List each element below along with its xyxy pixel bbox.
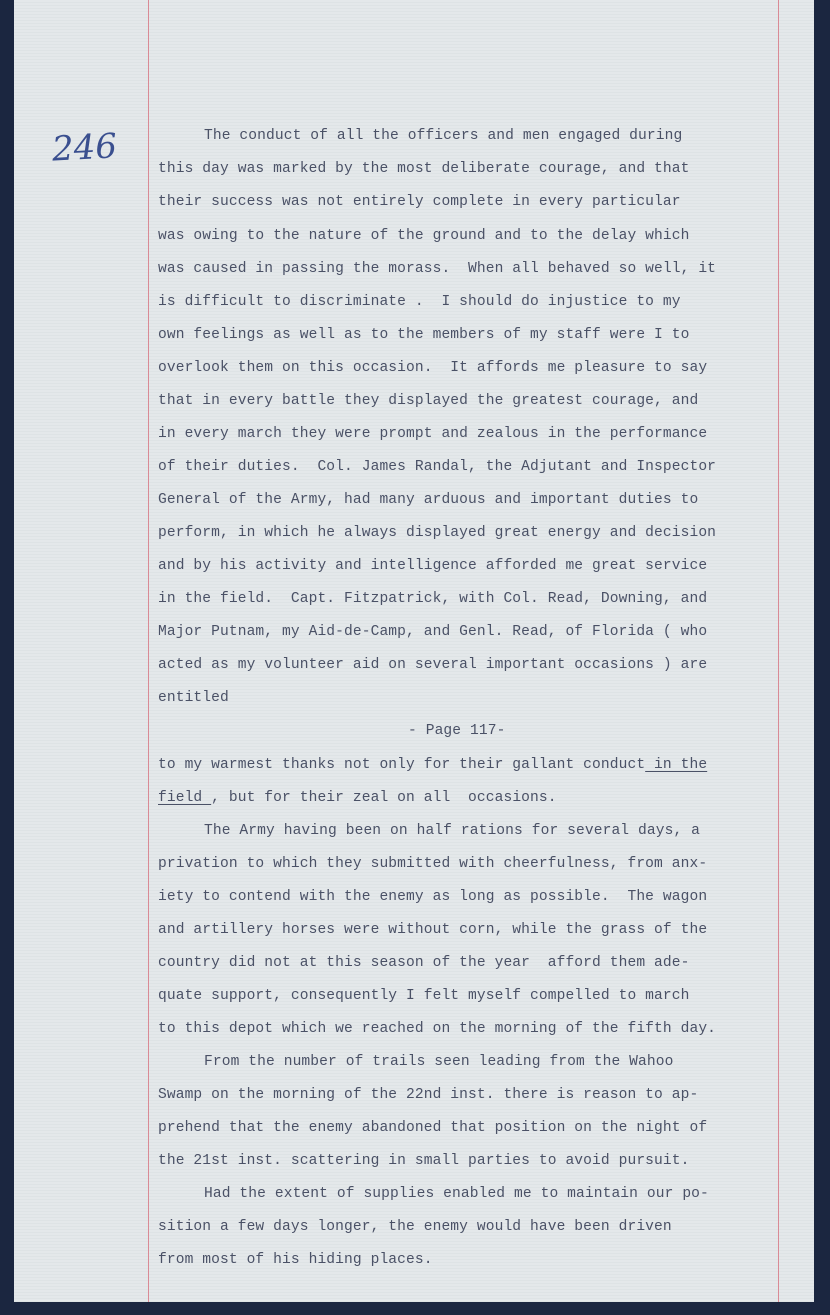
text-segment: to my warmest thanks not only for their gallant conduct (158, 757, 646, 773)
text-line: sition a few days longer, the enemy would have been driven (158, 1219, 672, 1235)
text-line: entitled (158, 690, 229, 706)
text-line: privation to which they submitted with cheerfulness, from anx- (158, 856, 708, 872)
page-marker: - Page 117- (408, 723, 506, 739)
text-line: The Army having been on half rations for several days, a (204, 823, 701, 839)
text-line: that in every battle they displayed the greatest courage, and (158, 393, 699, 409)
text-segment: , but for their zeal on all occasions. (211, 790, 557, 806)
text-line (158, 790, 557, 806)
text-line: the 21st inst. scattering in small parties to avoid pursuit. (158, 1153, 690, 1169)
text-line: Major Putnam, my Aid-de-Camp, and Genl. Read, of Florida ( who (158, 624, 708, 640)
text-line: Had the extent of supplies enabled me to maintain our po- (204, 1186, 709, 1202)
text-line: of their duties. Col. James Randal, the Adjutant and Inspector (158, 459, 717, 475)
text-line: overlook them on this occasion. It affords me pleasure to say (158, 360, 708, 376)
text-line: quate support, consequently I felt myself compelled to march (158, 988, 690, 1004)
text-line: perform, in which he always displayed great energy and decision (158, 525, 717, 541)
text-line: was caused in passing the morass. When all behaved so well, it (158, 261, 717, 277)
text-line: The conduct of all the officers and men engaged during (204, 128, 683, 144)
text-line: this day was marked by the most deliberate courage, and that (158, 161, 690, 177)
underlined-text: in the (645, 757, 708, 773)
text-line: Swamp on the morning of the 22nd inst. there is reason to ap- (158, 1087, 699, 1103)
right-margin-rule (778, 0, 779, 1302)
text-line: General of the Army, had many arduous and important duties to (158, 492, 699, 508)
left-margin-rule (148, 0, 149, 1302)
underlined-text: field (158, 790, 212, 806)
text-line (158, 757, 707, 773)
text-line: is difficult to discriminate . I should do injustice to my (158, 294, 681, 310)
text-line: from most of his hiding places. (158, 1252, 433, 1268)
text-line: iety to contend with the enemy as long as possible. The wagon (158, 889, 708, 905)
text-line: country did not at this season of the year afford them ade- (158, 955, 690, 971)
text-line: acted as my volunteer aid on several important occasions ) are (158, 657, 708, 673)
text-line: prehend that the enemy abandoned that position on the night of (158, 1120, 708, 1136)
text-line: and artillery horses were without corn, while the grass of the (158, 922, 708, 938)
folio-number: 246 (50, 126, 118, 170)
text-line: From the number of trails seen leading from the Wahoo (204, 1054, 674, 1070)
text-line: in every march they were prompt and zealous in the performance (158, 426, 708, 442)
text-line: in the field. Capt. Fitzpatrick, with Col. Read, Downing, and (158, 591, 708, 607)
text-line: to this depot which we reached on the morning of the fifth day. (158, 1021, 717, 1037)
text-line: was owing to the nature of the ground and to the delay which (158, 228, 690, 244)
text-line: own feelings as well as to the members of my staff were I to (158, 327, 690, 343)
text-line: and by his activity and intelligence afforded me great service (158, 558, 708, 574)
text-line: their success was not entirely complete in every particular (158, 194, 681, 210)
